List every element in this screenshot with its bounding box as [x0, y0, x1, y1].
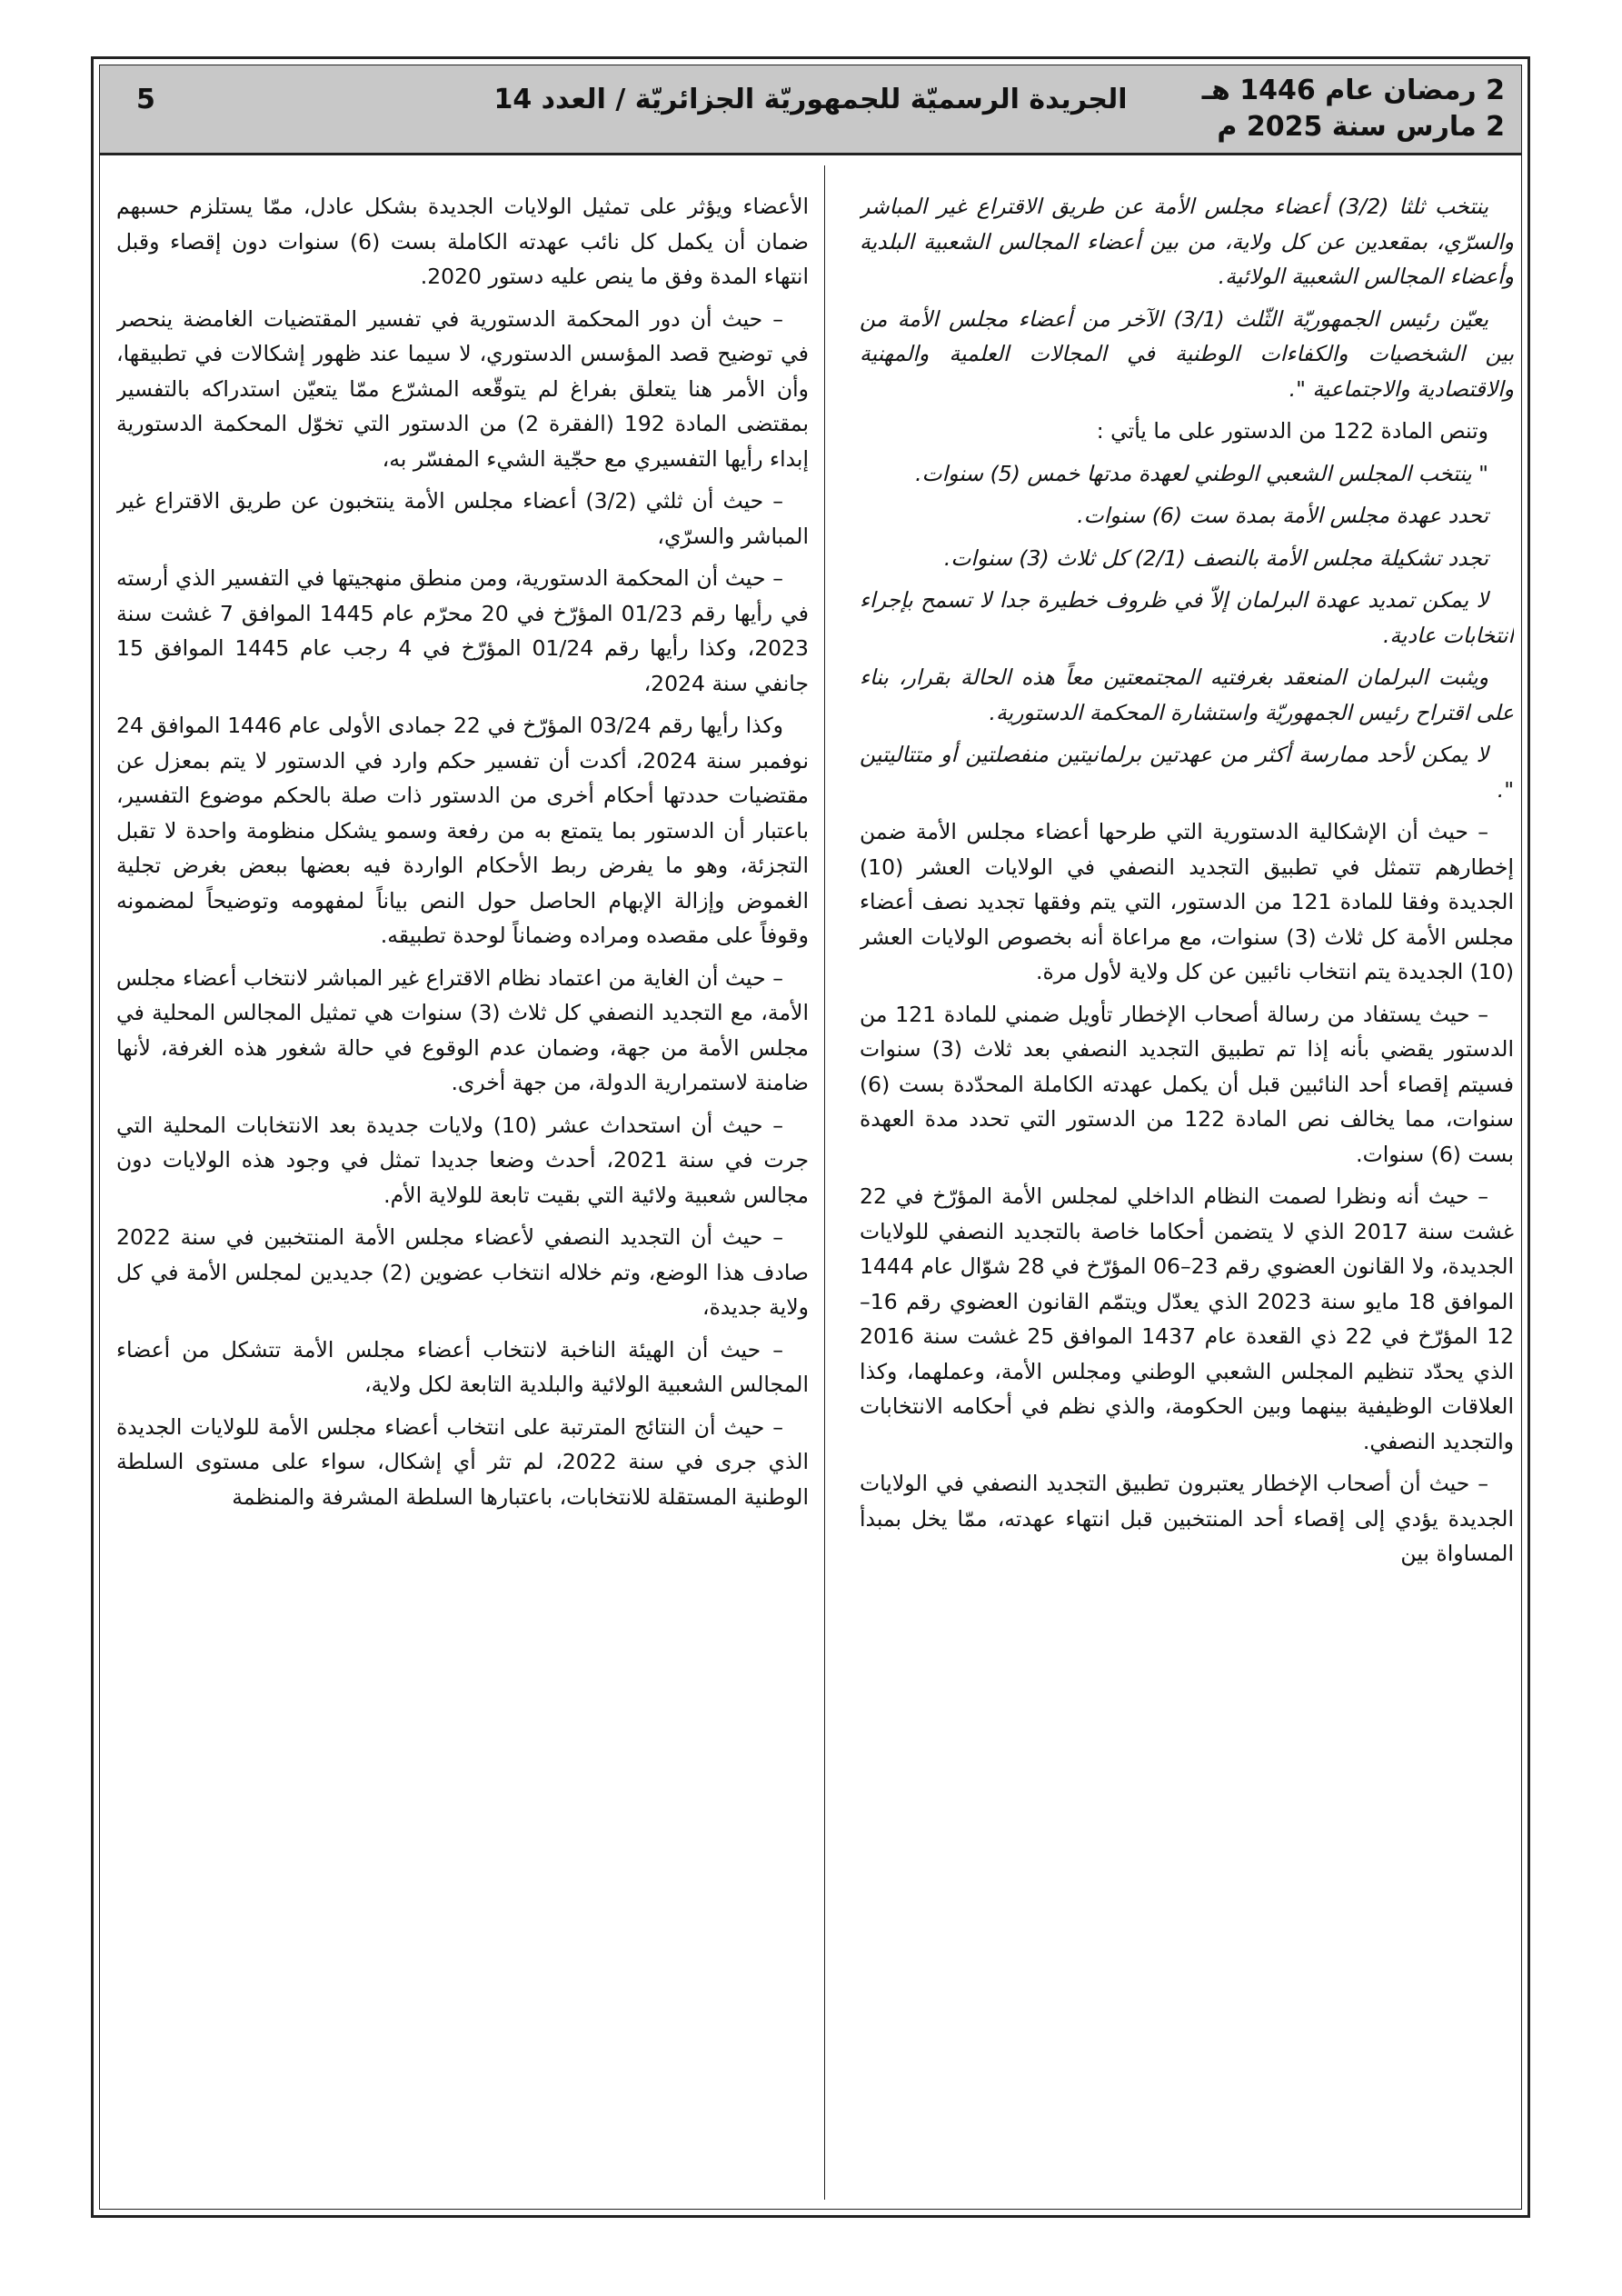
paragraph: – حيث أن ثلثي (3/2) أعضاء مجلس الأمة ينتخبون عن طريق الاقتراع غير المباشر والسرّي،: [116, 488, 809, 549]
paragraph: – حيث أن النتائج المترتبة على انتخاب أعضاء مجلس الأمة للولايات الجديدة الذي جرى في سنة 2022، لم تثر أي إشكال، سواء على مستوى السلطة الوطنية المستقلة للانتخابات، باعتبارها السلطة المشرفة والمنظمة: [116, 1413, 809, 1510]
page-frame-inner: [99, 65, 1522, 2210]
paragraph: تحدد عهدة مجلس الأمة بمدة ست (6) سنوات.: [1077, 503, 1488, 528]
paragraph: – حيث أن الهيئة الناخبة لانتخاب أعضاء مجلس الأمة تتشكل من أعضاء المجالس الشعبية الولائية والبلدية التابعة لكل ولاية،: [116, 1336, 809, 1397]
hijri-date: 2 رمضان عام 1446 هـ: [1201, 75, 1505, 106]
paragraph: تجدد تشكيلة مجلس الأمة بالنصف (2/1) كل ثلاث (3) سنوات.: [943, 544, 1488, 571]
paragraph: – حيث أنه ونظرا لصمت النظام الداخلي لمجلس الأمة المؤرّخ في 22 غشت سنة 2017 الذي لا يتضمن أحكاما خاصة بالتجديد النصفي للولايات الجديدة، ولا القانون العضوي رقم 23–06 المؤرّخ في 28 شوّال عام 1444 الموافق 18 مايو سنة 2023 الذي يعدّل ويتمّم القانون العضوي رقم 16–12 المؤرّخ في 22 ذي القعدة عام 1437 الموافق 25 غشت سنة 2016 الذي يحدّد تنظيم المجلس الشعبي الوطني ومجلس الأمة، وعملهما، وكذا العلاقات الوظيفية بينهما وبين الحكومة، والذي نظم في أحكامه الانتخابات والتجديد النصفي.: [860, 1183, 1514, 1454]
paragraph: لا يمكن تمديد عهدة البرلمان إلاّ في ظروف خطيرة جدا لا تسمح بإجراء انتخابات عادية.: [860, 587, 1514, 648]
paragraph: ينتخب ثلثا (3/2) أعضاء مجلس الأمة عن طريق الاقتراع غير المباشر والسرّي، بمقعدين عن كل ولاية، من بين أعضاء المجالس الشعبية البلدية وأعضاء المجالس الشعبية الولائية.: [860, 194, 1514, 289]
paragraph: – حيث أن الإشكالية الدستورية التي طرحها أعضاء مجلس الأمة ضمن إخطارهم تتمثل في تطبيق التجديد النصفي في الولايات العشر (10) الجديدة وفقا للمادة 121 من الدستور، التي يتم وفقها تجديد نصف أعضاء مجلس الأمة كل ثلاث (3) سنوات، مع مراعاة أنه بخصوص الولايات العشر (10) الجديدة يتم انتخاب نائبين عن كل ولاية لأول مرة.: [860, 819, 1514, 984]
paragraph: – حيث أن استحداث عشر (10) ولايات جديدة بعد الانتخابات المحلية التي جرت في سنة 2021، أحدث وضعا جديدا تمثل في وجود هذه الولايات دون مجالس شعبية ولائية التي بقيت تابعة للولاية الأم.: [116, 1112, 809, 1208]
right-column: [860, 189, 1514, 2189]
paragraph: لا يمكن لأحد ممارسة أكثر من عهدتين برلمانيتين منفصلتين أو متتاليتين ".: [860, 742, 1514, 803]
paragraph: وكذا رأيها رقم 03/24 المؤرّخ في 22 جمادى الأولى عام 1446 الموافق 24 نوفمبر سنة 2024، أكدت أن تفسير حكم وارد في الدستور لا يتم بمعزل عن مقتضيات حددتها أحكام أخرى من الدستور ذات صلة بالحكم موضوع التفسير، باعتبار أن الدستور بما يتمتع به من رفعة وسمو يشكل منظومة واحدة لا تقبل التجزئة، وهو ما يفرض ربط الأحكام الواردة فيه بعضها ببعض بغرض تجلية الغموض وإزالة الإبهام الحاصل حول النص بياناً لمفهومه وتوضيحاً لمضمونه وقوفاً على مقصده ومراده وضماناً لوحدة تطبيقه.: [116, 713, 809, 948]
paragraph: الأعضاء ويؤثر على تمثيل الولايات الجديدة بشكل عادل، ممّا يستلزم حسبهم ضمان أن يكمل كل نائب عهدته الكاملة بست (6) سنوات دون إقصاء وقبل انتهاء المدة وفق ما ينص عليه دستور 2020.: [116, 194, 809, 289]
journal-title: الجريدة الرسميّة للجمهوريّة الجزائريّة / العدد 14: [493, 84, 1128, 115]
gregorian-date: 2 مارس سنة 2025 م: [1217, 111, 1505, 143]
paragraph: – حيث أن التجديد النصفي لأعضاء مجلس الأمة المنتخبين في سنة 2022 صادف هذا الوضع، وتم خلاله انتخاب عضوين (2) جديدين لمجلس الأمة في كل ولاية جديدة،: [116, 1224, 809, 1320]
paragraph: – حيث أن الغاية من اعتماد نظام الاقتراع غير المباشر لانتخاب أعضاء مجلس الأمة، مع التجديد النصفي كل ثلاث (3) سنوات هي تمثيل المجالس المحلية في مجلس الأمة من جهة، وضمان عدم الوقوع في حالة شغور هذه الغرفة، لأنها ضامنة لاستمرارية الدولة، من جهة أخرى.: [116, 964, 809, 1095]
page-header: [100, 65, 1521, 155]
column-divider: [824, 165, 825, 2200]
page-frame: [91, 56, 1530, 2218]
left-column: [116, 189, 809, 2189]
paragraph: – حيث أن المحكمة الدستورية، ومن منطق منهجيتها في التفسير الذي أرسته في رأيها رقم 01/23 المؤرّخ في 20 محرّم عام 1445 الموافق 7 غشت سنة 2023، وكذا رأيها رقم 01/24 المؤرّخ في 4 رجب عام 1445 الموافق 15 جانفي سنة 2024،: [116, 565, 809, 696]
paragraph: " ينتخب المجلس الشعبي الوطني لعهدة مدتها خمس (5) سنوات.: [915, 460, 1488, 486]
paragraph: يعيّن رئيس الجمهوريّة الثّلث (3/1) الآخر من أعضاء مجلس الأمة من بين الشخصيات والكفاءات الوطنية في المجالات العلمية والمهنية والاقتصادية والاجتماعية ".: [860, 305, 1514, 402]
page-number: 5: [136, 84, 155, 115]
paragraph: – حيث أن دور المحكمة الدستورية في تفسير المقتضيات الغامضة ينحصر في توضيح قصد المؤسس الدستوري، لا سيما عند ظهور إشكالات في تطبيقها، وأن الأمر هنا يتعلق بفراغ لم يتوقّعه المشرّع ممّا يتعيّن استدراكه بالتفسير بمقتضى المادة 192 (الفقرة 2) من الدستور التي تخوّل المحكمة الدستورية إبداء رأيها التفسيري مع حجّية الشيء المفسّر به،: [116, 305, 809, 472]
paragraph: – حيث أن أصحاب الإخطار يعتبرون تطبيق التجديد النصفي في الولايات الجديدة يؤدي إلى إقصاء أحد المنتخبين قبل انتهاء عهدته، ممّا يخل بمبدأ المساواة بين: [860, 1471, 1514, 1566]
paragraph: وتنص المادة 122 من الدستور على ما يأتي :: [1096, 418, 1488, 444]
paragraph: – حيث يستفاد من رسالة أصحاب الإخطار تأويل ضمني للمادة 121 من الدستور يقضي بأنه إذا تم تطبيق التجديد النصفي بعد ثلاث (3) سنوات فسيتم إقصاء أحد النائبين قبل أن يكمل عهدته الكاملة المحدّدة بست (6) سنوات، مما يخالف نص المادة 122 من الدستور التي تحدد مدة العهدة بست (6) سنوات.: [860, 1001, 1514, 1167]
paragraph: ويثبت البرلمان المنعقد بغرفتيه المجتمعتين معاً هذه الحالة بقرار، بناء على اقتراح رئيس الجمهوريّة واستشارة المحكمة الدستورية.: [860, 664, 1514, 725]
